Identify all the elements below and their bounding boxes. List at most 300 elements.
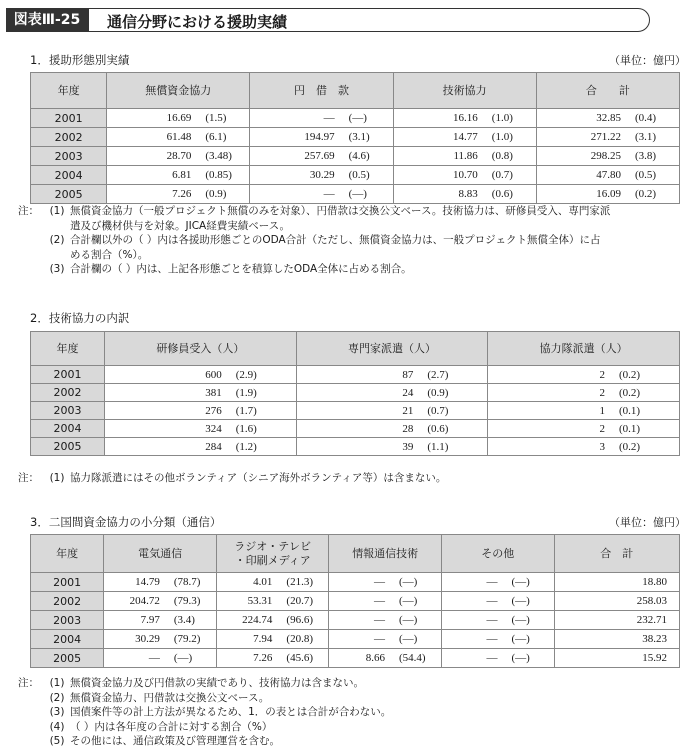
cell-percent: (0.2) (635, 188, 657, 200)
data-cell (104, 649, 217, 668)
note-number (44, 248, 70, 263)
note-number: (3) (49, 706, 65, 718)
cell-percent: (45.6) (286, 652, 313, 664)
data-cell (441, 592, 554, 611)
col-header: 合 計 (554, 535, 679, 573)
cell-value: ― (373, 576, 385, 588)
cell-value: 257.69 (304, 150, 335, 162)
value-pair (333, 652, 437, 664)
data-cell (104, 611, 217, 630)
section3-title: 3．二国間資金協力の小分類（通信） (30, 515, 222, 529)
value-pair (492, 387, 675, 399)
section2-notes (18, 471, 446, 486)
table-row (31, 109, 680, 128)
value-pair (221, 633, 325, 645)
value-pair (492, 441, 675, 453)
data-cell (296, 402, 488, 420)
data-cell (105, 402, 297, 420)
value-pair (446, 652, 550, 664)
value-pair (333, 595, 437, 607)
cell-value: 39 (402, 440, 414, 453)
value-pair (333, 633, 437, 645)
cell-percent: (0.9) (427, 386, 449, 399)
cell-value: 224.74 (242, 614, 273, 626)
cell-value: 28.70 (166, 150, 192, 162)
cell-percent: (1.6) (235, 422, 257, 435)
note-number: (5) (49, 735, 65, 747)
cell-percent: (2.9) (235, 368, 257, 381)
cell-percent: (1.2) (235, 440, 257, 453)
note-line (18, 248, 610, 263)
note-line (18, 262, 610, 277)
data-cell (104, 630, 217, 649)
value-pair (301, 387, 484, 399)
note-line (18, 691, 391, 706)
data-cell (104, 592, 217, 611)
cell-value: ― (148, 652, 160, 664)
data-cell (250, 166, 393, 185)
year-cell: 2002 (31, 384, 105, 402)
cell-value: 284 (205, 440, 222, 453)
data-cell (488, 420, 680, 438)
value-pair (333, 614, 437, 626)
cell-value: 4.01 (253, 576, 273, 588)
cell-percent: (96.6) (286, 614, 313, 626)
year-cell: 2005 (31, 185, 107, 204)
cell-value: 24 (402, 386, 414, 399)
section3-unit: （単位：億円） (609, 516, 686, 529)
note-number: (1) (49, 205, 65, 217)
data-cell (536, 128, 679, 147)
cell-value: ― (486, 614, 498, 626)
cell-percent: (0.7) (427, 404, 449, 417)
value-pair (398, 131, 532, 143)
value-pair (301, 369, 484, 381)
table-technical-cooperation (30, 331, 680, 456)
value-pair (111, 112, 245, 124)
note-number (44, 219, 70, 234)
data-cell (329, 649, 442, 668)
cell-value: 2 (599, 422, 605, 435)
data-cell (107, 128, 250, 147)
table-row (31, 649, 680, 668)
data-cell (216, 649, 329, 668)
data-cell (104, 573, 217, 592)
value-pair (446, 576, 550, 588)
value-pair (111, 131, 245, 143)
data-cell (488, 366, 680, 384)
year-cell: 2002 (31, 128, 107, 147)
value-pair (109, 387, 292, 399)
table-row (31, 166, 680, 185)
value-pair (108, 652, 212, 664)
data-cell (393, 128, 536, 147)
cell-percent: (1.5) (205, 112, 227, 124)
cell-value: 7.26 (172, 188, 192, 200)
cell-value: 324 (205, 422, 222, 435)
table-row (31, 438, 680, 456)
cell-value: 30.29 (135, 633, 160, 645)
note-text: 合計欄の（ ）内は、上記各形態ごとを積算したODA全体に占める割合。 (70, 263, 412, 275)
cell-percent: (―) (511, 614, 530, 626)
cell-percent: (0.5) (635, 169, 657, 181)
cell-percent: (0.2) (619, 386, 641, 399)
value-pair (221, 595, 325, 607)
title-bar (6, 8, 658, 32)
note-label: 注： (18, 677, 39, 689)
cell-value: ― (373, 633, 385, 645)
year-cell: 2004 (31, 166, 107, 185)
total-cell: 38.23 (554, 630, 679, 649)
value-pair (109, 405, 292, 417)
cell-value: ― (323, 188, 335, 200)
cell-value: 11.86 (453, 150, 478, 162)
col-header: 研修員受入（人） (105, 332, 297, 366)
value-pair (541, 169, 675, 181)
cell-percent: (0.9) (205, 188, 227, 200)
cell-value: 7.94 (253, 633, 273, 645)
data-cell (250, 185, 393, 204)
cell-percent: (4.6) (348, 150, 370, 162)
table-row (31, 420, 680, 438)
data-cell (536, 109, 679, 128)
note-number: (4) (49, 720, 65, 733)
value-pair (221, 652, 325, 664)
cell-percent: (―) (511, 652, 530, 664)
note-line (18, 204, 610, 219)
year-cell: 2003 (31, 611, 104, 630)
data-cell (393, 147, 536, 166)
value-pair (254, 131, 388, 143)
data-cell (296, 384, 488, 402)
section2-title: 2．技術協力の内訳 (30, 311, 130, 325)
cell-value: 2 (599, 386, 605, 399)
cell-percent: (3.8) (635, 150, 657, 162)
section1-unit: （単位：億円） (609, 54, 686, 67)
table-row (31, 630, 680, 649)
cell-percent: (21.3) (286, 576, 313, 588)
cell-value: ― (486, 652, 498, 664)
col-header: 専門家派遣（人） (296, 332, 488, 366)
cell-value: ― (486, 633, 498, 645)
year-cell: 2004 (31, 420, 105, 438)
cell-percent: (1.1) (427, 440, 449, 453)
note-number: (2) (49, 234, 65, 246)
note-text: 無償資金協力、円借款は交換公文ベース。 (70, 691, 270, 704)
data-cell (105, 384, 297, 402)
cell-percent: (3.48) (205, 150, 232, 162)
data-cell (329, 573, 442, 592)
cell-value: ― (373, 614, 385, 626)
table-row (31, 384, 680, 402)
value-pair (221, 576, 325, 588)
cell-value: 8.83 (458, 188, 478, 200)
cell-value: 204.72 (129, 595, 160, 607)
cell-value: 53.31 (247, 595, 273, 607)
value-pair (111, 150, 245, 162)
cell-value: ― (486, 576, 498, 588)
cell-percent: (―) (398, 633, 418, 645)
col-header: その他 (441, 535, 554, 573)
value-pair (541, 112, 675, 124)
data-cell (536, 185, 679, 204)
data-cell (296, 438, 488, 456)
cell-percent: (0.7) (491, 169, 513, 181)
cell-value: 28 (402, 422, 414, 435)
data-cell (216, 630, 329, 649)
cell-percent: (1.9) (235, 386, 257, 399)
note-text: その他には、通信政策及び管理運営を含む。 (70, 735, 280, 747)
cell-value: 7.97 (140, 614, 160, 626)
data-cell (329, 592, 442, 611)
section1-title: 1．援助形態別実績 (30, 53, 130, 67)
note-line (18, 705, 391, 720)
note-text: める割合（%）。 (70, 248, 149, 261)
data-cell (329, 611, 442, 630)
note-label (18, 262, 44, 277)
note-line (18, 219, 610, 234)
cell-value: ― (323, 112, 335, 124)
cell-percent: (2.7) (427, 368, 449, 381)
cell-percent: (0.6) (491, 188, 513, 200)
note-number: (1) (49, 677, 65, 689)
section3-notes (18, 676, 391, 749)
note-number: (1) (49, 472, 65, 484)
value-pair (254, 188, 388, 200)
section1-notes (18, 204, 610, 277)
table-bilateral-subcategory (30, 534, 680, 668)
data-cell (441, 611, 554, 630)
cell-value: 10.70 (453, 169, 478, 181)
value-pair (301, 405, 484, 417)
col-header: 無償資金協力 (107, 73, 250, 109)
cell-percent: (0.85) (205, 169, 232, 181)
note-line (18, 676, 391, 691)
col-header: 技術協力 (393, 73, 536, 109)
cell-value: 7.26 (253, 652, 273, 664)
col-header-radio-tv (216, 535, 329, 573)
cell-percent: (54.4) (398, 652, 426, 664)
total-cell: 18.80 (554, 573, 679, 592)
data-cell (488, 384, 680, 402)
note-text: （ ）内は各年度の合計に対する割合（%） (70, 720, 273, 733)
note-text: 遣及び機材供与を対象。JICA経費実績ベース。 (70, 219, 290, 232)
cell-value: 600 (205, 368, 222, 381)
table-row (31, 366, 680, 384)
year-cell: 2001 (31, 366, 105, 384)
value-pair (301, 423, 484, 435)
cell-percent: (―) (398, 576, 418, 588)
note-label (18, 691, 44, 706)
cell-value: 2 (599, 368, 605, 381)
value-pair (492, 405, 675, 417)
cell-value: 61.48 (166, 131, 192, 143)
data-cell (250, 109, 393, 128)
col-header: 年度 (31, 332, 105, 366)
col-header: 協力隊派遣（人） (488, 332, 680, 366)
cell-percent: (―) (398, 595, 418, 607)
value-pair (301, 441, 484, 453)
value-pair (446, 633, 550, 645)
note-text: 国債案件等の計上方法が異なるため、1．の表とは合計が合わない。 (70, 706, 392, 718)
note-label: 注： (18, 205, 39, 217)
value-pair (254, 112, 388, 124)
cell-value: 298.25 (590, 150, 621, 162)
note-line (18, 471, 446, 486)
cell-percent: (―) (511, 595, 530, 607)
data-cell (105, 438, 297, 456)
data-cell (536, 147, 679, 166)
note-text: 協力隊派遣にはその他ボランティア（シニア海外ボランティア等）は含まない。 (70, 472, 447, 484)
data-cell (393, 109, 536, 128)
col-header: 年度 (31, 73, 107, 109)
col-header: 電気通信 (104, 535, 217, 573)
cell-percent: (0.8) (491, 150, 513, 162)
cell-value: 194.97 (304, 131, 335, 143)
cell-value: 276 (205, 404, 222, 417)
note-text: 無償資金協力（一般プロジェクト無償のみを対象）、円借款は交換公文ベース。技術協力は、研修員受入、専門家派 (70, 205, 611, 217)
total-cell: 15.92 (554, 649, 679, 668)
cell-percent: (1.7) (235, 404, 257, 417)
value-pair (398, 169, 532, 181)
cell-percent: (6.1) (205, 131, 227, 143)
value-pair (109, 423, 292, 435)
cell-value: 1 (599, 404, 605, 417)
data-cell (107, 109, 250, 128)
data-cell (216, 611, 329, 630)
cell-percent: (―) (173, 652, 193, 664)
table-row (31, 185, 680, 204)
cell-value: 381 (205, 386, 222, 399)
cell-percent: (3.1) (348, 131, 370, 143)
data-cell (250, 128, 393, 147)
value-pair (446, 595, 550, 607)
cell-value: 3 (599, 440, 605, 453)
data-cell (107, 185, 250, 204)
note-label (18, 720, 44, 735)
value-pair (108, 614, 212, 626)
cell-percent: (20.8) (286, 633, 313, 645)
cell-percent: (0.2) (619, 368, 641, 381)
year-cell: 2003 (31, 402, 105, 420)
data-cell (393, 166, 536, 185)
note-text: 合計欄以外の（ ）内は各援助形態ごとのODA合計（ただし、無償資金協力は、一般プロジェクト無償全体）に占 (70, 234, 601, 246)
data-cell (107, 166, 250, 185)
value-pair (446, 614, 550, 626)
value-pair (108, 576, 212, 588)
data-cell (393, 185, 536, 204)
value-pair (541, 131, 675, 143)
data-cell (250, 147, 393, 166)
data-cell (536, 166, 679, 185)
cell-value: ― (373, 595, 385, 607)
cell-percent: (1.0) (491, 131, 513, 143)
data-cell (107, 147, 250, 166)
note-label (18, 219, 44, 234)
total-cell: 258.03 (554, 592, 679, 611)
data-cell (488, 438, 680, 456)
cell-value: 87 (402, 368, 414, 381)
data-cell (105, 420, 297, 438)
year-cell: 2005 (31, 649, 104, 668)
cell-percent: (78.7) (173, 576, 201, 588)
year-cell: 2001 (31, 573, 104, 592)
table-row (31, 592, 680, 611)
note-line (18, 233, 610, 248)
table-row (31, 128, 680, 147)
note-number: (3) (49, 263, 65, 275)
year-cell: 2002 (31, 592, 104, 611)
title-box (88, 8, 650, 32)
note-label (18, 233, 44, 248)
cell-value: 16.69 (166, 112, 192, 124)
cell-value: 14.79 (135, 576, 160, 588)
value-pair (398, 150, 532, 162)
cell-value: 32.85 (596, 112, 621, 124)
cell-percent: (―) (511, 633, 530, 645)
cell-percent: (0.6) (427, 422, 449, 435)
cell-value: 6.81 (172, 169, 192, 181)
cell-percent: (―) (511, 576, 530, 588)
table-row (31, 573, 680, 592)
cell-value: 14.77 (453, 131, 478, 143)
cell-percent: (0.1) (619, 422, 641, 435)
value-pair (541, 150, 675, 162)
data-cell (216, 592, 329, 611)
value-pair (111, 188, 245, 200)
page-title: 通信分野における援助実績 (107, 13, 288, 31)
value-pair (333, 576, 437, 588)
year-cell: 2004 (31, 630, 104, 649)
data-cell (329, 630, 442, 649)
cell-percent: (0.4) (635, 112, 657, 124)
value-pair (108, 595, 212, 607)
value-pair (221, 614, 325, 626)
figure-badge: 図表Ⅲ-25 (6, 8, 88, 32)
value-pair (108, 633, 212, 645)
cell-percent: (0.1) (619, 404, 641, 417)
col-header: 年度 (31, 535, 104, 573)
value-pair (109, 441, 292, 453)
value-pair (111, 169, 245, 181)
table-aid-by-type (30, 72, 680, 204)
cell-value: 30.29 (309, 169, 335, 181)
data-cell (105, 366, 297, 384)
cell-percent: (―) (348, 188, 367, 200)
col-header: 円 借 款 (250, 73, 393, 109)
year-cell: 2001 (31, 109, 107, 128)
cell-percent: (―) (348, 112, 367, 124)
note-label (18, 734, 44, 749)
total-cell: 232.71 (554, 611, 679, 630)
data-cell (441, 630, 554, 649)
value-pair (492, 369, 675, 381)
note-line (18, 734, 391, 749)
note-line (18, 720, 391, 735)
cell-percent: (0.5) (348, 169, 370, 181)
year-cell: 2005 (31, 438, 105, 456)
year-cell: 2003 (31, 147, 107, 166)
cell-percent: (20.7) (286, 595, 313, 607)
note-text: 無償資金協力及び円借款の実績であり、技術協力は含まない。 (70, 677, 364, 689)
cell-value: 271.22 (590, 131, 621, 143)
table-row (31, 402, 680, 420)
cell-percent: (79.2) (173, 633, 201, 645)
data-cell (488, 402, 680, 420)
col-header: 情報通信技術 (329, 535, 442, 573)
value-pair (398, 112, 532, 124)
col-header-line: ・印刷メディア (234, 553, 311, 567)
